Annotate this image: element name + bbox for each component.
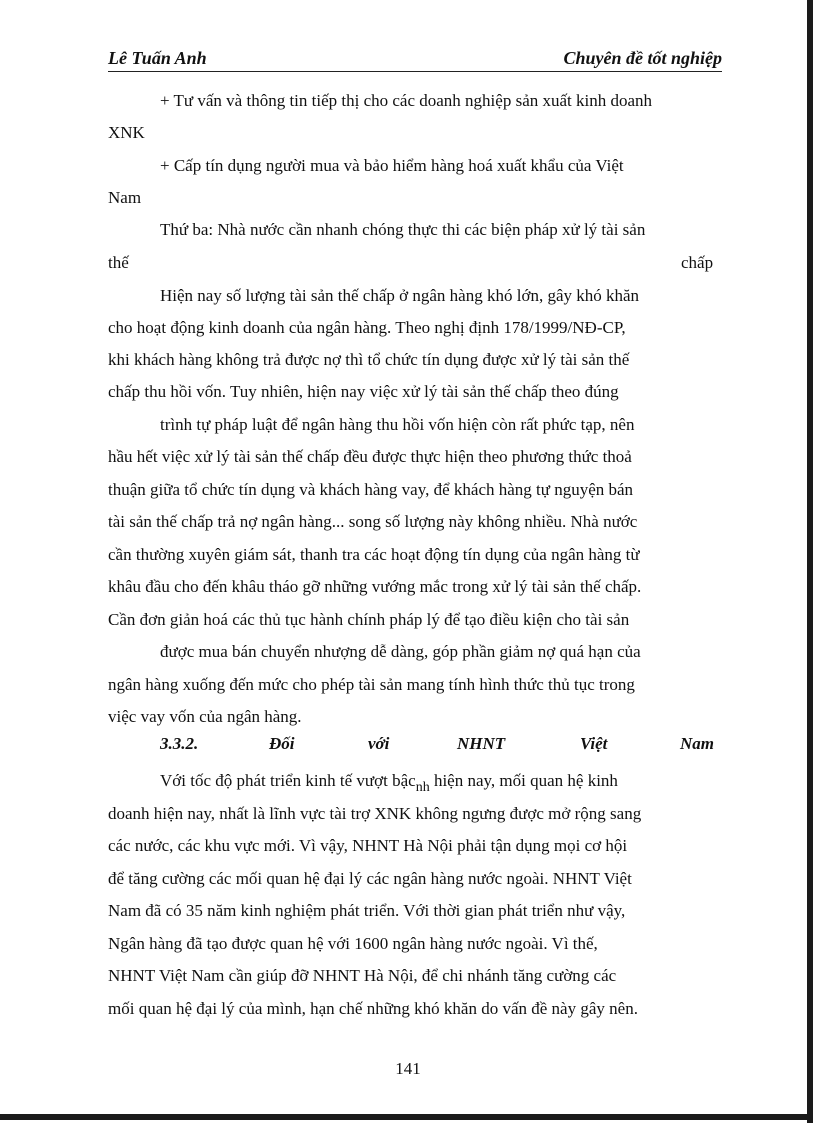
page-border-right bbox=[807, 0, 813, 1123]
text-line: + Tư vấn và thông tin tiếp thị cho các doanh nghiệp sản xuất kinh doanh bbox=[160, 91, 653, 110]
text-line: chấp thu hồi vốn. Tuy nhiên, hiện nay việc xử lý tài sản thế chấp theo đúng bbox=[108, 382, 619, 401]
text-line: ngân hàng xuống đến mức cho phép tài sản mang tính hình thức thủ tục trong bbox=[108, 675, 635, 694]
text-line-split-left: thế bbox=[108, 253, 129, 272]
text-line: để tăng cường các mối quan hệ đại lý các ngân hàng nước ngoài. NHNT Việt bbox=[108, 869, 632, 888]
text-line: thuận giữa tổ chức tín dụng và khách hàng vay, để khách hàng tự nguyện bán bbox=[108, 480, 634, 499]
text-line: các nước, các khu vực mới. Vì vậy, NHNT Hà Nội phải tận dụng mọi cơ hội bbox=[108, 836, 628, 855]
heading-word: Nam bbox=[680, 734, 714, 753]
text-line: cho hoạt động kinh doanh của ngân hàng. Theo nghị định 178/1999/NĐ-CP, bbox=[108, 318, 626, 337]
text-line: Cần đơn giản hoá các thủ tục hành chính pháp lý để tạo điều kiện cho tài sản bbox=[108, 610, 630, 629]
text-line: Ngân hàng đã tạo được quan hệ với 1600 ngân hàng nước ngoài. Vì thế, bbox=[108, 934, 598, 953]
header-author: Lê Tuấn Anh bbox=[108, 48, 207, 68]
heading-number: 3.3.2. bbox=[160, 734, 199, 753]
text-line: Thứ ba: Nhà nước cần nhanh chóng thực thi các biện pháp xử lý tài sản bbox=[160, 220, 646, 239]
text-line: khâu đầu cho đến khâu tháo gỡ những vướng mắc trong xử lý tài sản thế chấp. bbox=[108, 577, 642, 596]
heading-word: Việt bbox=[580, 734, 608, 753]
header-rule bbox=[108, 71, 722, 72]
text-line: khi khách hàng không trả được nợ thì tổ chức tín dụng được xử lý tài sản thế bbox=[108, 350, 630, 369]
text-line bbox=[160, 771, 618, 793]
text-line: mối quan hệ đại lý của mình, hạn chế những khó khăn do vấn đề này gây nên. bbox=[108, 999, 638, 1018]
text-line-split-right: chấp bbox=[681, 253, 714, 272]
text-line: Nam bbox=[108, 188, 142, 207]
text-line: cần thường xuyên giám sát, thanh tra các hoạt động tín dụng của ngân hàng từ bbox=[108, 545, 640, 564]
text-line: Nam đã có 35 năm kinh nghiệm phát triển. Với thời gian phát triển như vậy, bbox=[108, 901, 626, 920]
text-line: tài sản thế chấp trả nợ ngân hàng... song số lượng này không nhiều. Nhà nước bbox=[108, 512, 638, 531]
heading-word: với bbox=[368, 734, 390, 753]
text-line: được mua bán chuyển nhượng dễ dàng, góp phần giảm nợ quá hạn của bbox=[160, 642, 641, 661]
text-subscript: nh bbox=[415, 780, 430, 795]
text-line: Hiện nay số lượng tài sản thế chấp ở ngân hàng khó lớn, gây khó khăn bbox=[160, 286, 640, 305]
heading-word: NHNT bbox=[457, 734, 506, 753]
page-header bbox=[108, 45, 722, 73]
heading-word: Đối bbox=[269, 734, 295, 753]
text-line: doanh hiện nay, nhất là lĩnh vực tài trợ XNK không ngưng được mở rộng sang bbox=[108, 804, 642, 823]
text-line: XNK bbox=[108, 123, 145, 142]
text-line: trình tự pháp luật để ngân hàng thu hồi vốn hiện còn rất phức tạp, nên bbox=[160, 415, 635, 434]
text-line: hầu hết việc xử lý tài sản thế chấp đều được thực hiện theo phương thức thoả bbox=[108, 447, 632, 466]
page-number: 141 bbox=[395, 1059, 421, 1078]
text-part: Với tốc độ phát triển kinh tế vượt bậc bbox=[160, 771, 416, 790]
text-part: hiện nay, mối quan hệ kinh bbox=[429, 771, 618, 790]
header-title: Chuyên đề tốt nghiệp bbox=[563, 48, 722, 68]
text-line: + Cấp tín dụng người mua và bảo hiểm hàng hoá xuất khẩu của Việt bbox=[160, 156, 624, 175]
text-line: NHNT Việt Nam cần giúp đỡ NHNT Hà Nội, để chi nhánh tăng cường các bbox=[108, 966, 617, 985]
text-line: việc vay vốn của ngân hàng. bbox=[108, 707, 302, 726]
page-border-bottom bbox=[0, 1114, 813, 1120]
section-heading bbox=[160, 734, 718, 756]
